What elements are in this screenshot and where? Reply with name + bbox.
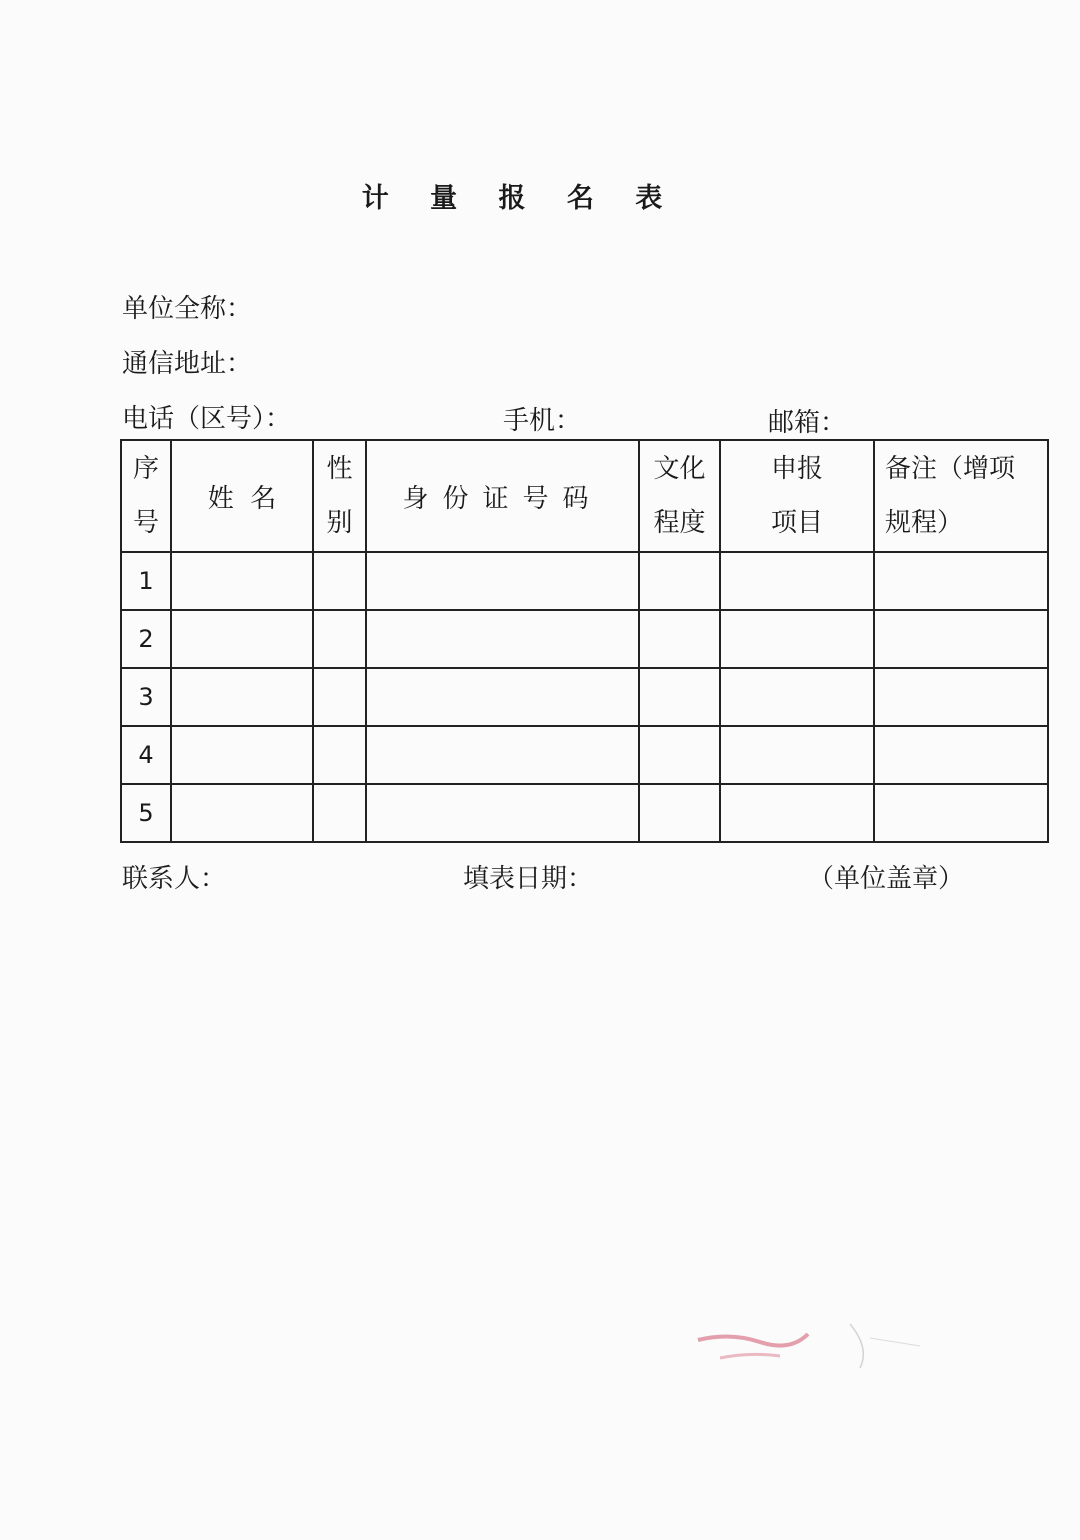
id-cell[interactable] <box>366 784 639 842</box>
header-id-number: 身份证号码 <box>366 440 639 552</box>
row-number: 5 <box>121 784 171 842</box>
gender-cell[interactable] <box>313 726 366 784</box>
row-number: 2 <box>121 610 171 668</box>
name-cell[interactable] <box>171 784 313 842</box>
form-title: 计 量 报 名 表 <box>361 183 679 214</box>
education-cell[interactable] <box>639 552 720 610</box>
table-header-row <box>121 440 1048 552</box>
header-gender: 性 别 <box>313 440 366 552</box>
table-row <box>121 552 1048 610</box>
unit-name-label: 单位全称： <box>122 294 253 324</box>
item-cell[interactable] <box>720 610 874 668</box>
name-cell[interactable] <box>171 668 313 726</box>
registration-table <box>120 439 1049 843</box>
phone-label: 电话（区号）： <box>122 404 292 434</box>
remark-cell[interactable] <box>874 726 1048 784</box>
header-remark: 备注（增项 规程） <box>874 440 1048 552</box>
remark-cell[interactable] <box>874 610 1048 668</box>
address-label: 通信地址： <box>122 349 253 379</box>
name-cell[interactable] <box>171 726 313 784</box>
item-cell[interactable] <box>720 668 874 726</box>
remark-cell[interactable] <box>874 668 1048 726</box>
table-row <box>121 668 1048 726</box>
header-seq: 序 号 <box>121 440 171 552</box>
header-item: 申报 项目 <box>720 440 874 552</box>
unit-seal-label: （单位盖章） <box>808 864 965 894</box>
remark-cell[interactable] <box>874 552 1048 610</box>
education-cell[interactable] <box>639 726 720 784</box>
table-row <box>121 726 1048 784</box>
row-number: 3 <box>121 668 171 726</box>
item-cell[interactable] <box>720 552 874 610</box>
table-row <box>121 610 1048 668</box>
contact-label: 联系人： <box>122 864 227 894</box>
row-number: 1 <box>121 552 171 610</box>
education-cell[interactable] <box>639 784 720 842</box>
gender-cell[interactable] <box>313 610 366 668</box>
name-cell[interactable] <box>171 610 313 668</box>
education-cell[interactable] <box>639 610 720 668</box>
gender-cell[interactable] <box>313 668 366 726</box>
fill-date-label: 填表日期： <box>463 864 594 894</box>
education-cell[interactable] <box>639 668 720 726</box>
name-cell[interactable] <box>171 552 313 610</box>
gender-cell[interactable] <box>313 784 366 842</box>
stamp-smudge-icon <box>690 1318 930 1408</box>
header-name: 姓 名 <box>171 440 313 552</box>
id-cell[interactable] <box>366 668 639 726</box>
row-number: 4 <box>121 726 171 784</box>
item-cell[interactable] <box>720 726 874 784</box>
item-cell[interactable] <box>720 784 874 842</box>
mobile-label: 手机： <box>503 406 582 436</box>
id-cell[interactable] <box>366 552 639 610</box>
remark-cell[interactable] <box>874 784 1048 842</box>
header-education: 文化 程度 <box>639 440 720 552</box>
email-label: 邮箱： <box>768 408 847 438</box>
gender-cell[interactable] <box>313 552 366 610</box>
table-row <box>121 784 1048 842</box>
id-cell[interactable] <box>366 610 639 668</box>
id-cell[interactable] <box>366 726 639 784</box>
